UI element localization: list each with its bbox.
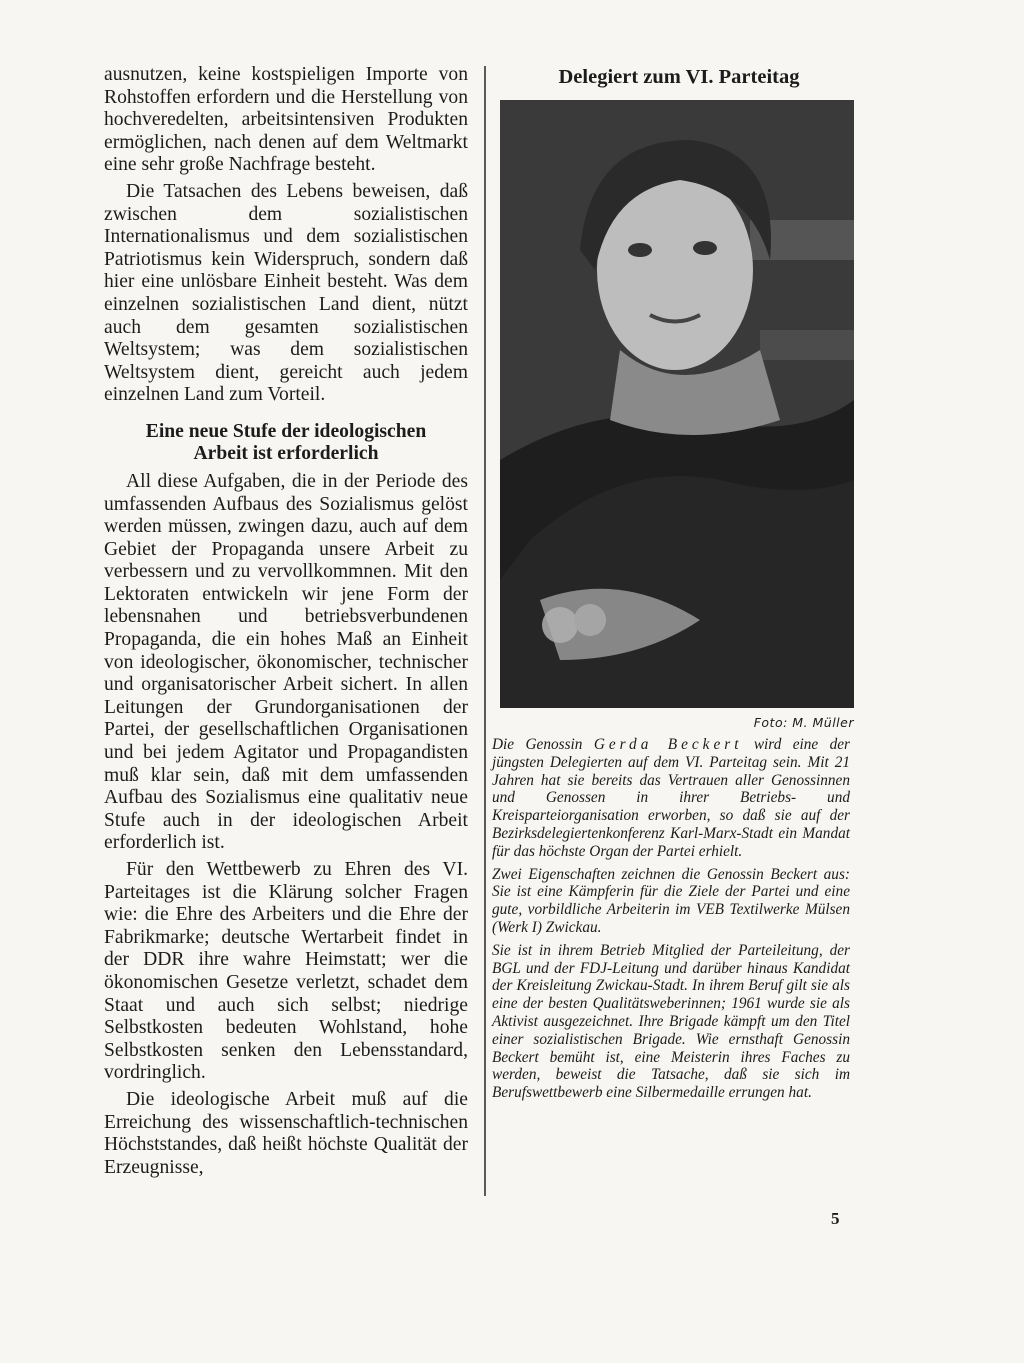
- photo-credit: Foto: M. Müller: [753, 715, 854, 730]
- caption-paragraph-1: [492, 736, 850, 861]
- page-number: 5: [831, 1209, 840, 1228]
- caption-paragraph-2: Zwei Eigenschaften zeichnen die Genossin Beckert aus: Sie ist eine Kämpferin für die Ziele der Partei und eine gute, vorbildliche Arbeiterin im VEB Textilwerke Mülsen (Werk I) Zwickau.: [492, 865, 850, 936]
- caption-intro: Die Genossin: [492, 736, 583, 753]
- paragraph-3: All diese Aufgaben, die in der Periode des umfassenden Aufbaus des Sozialismus gelöst werden müssen, zwingen dazu, auch auf dem Gebiet der Propaganda unsere Arbeit zu verbessern und zu vervollkommnen. Mit den Lektoraten entwickeln wir jene Form der lebensnahen und betriebsverbundenen Propaganda, die ein hohes Maß an Einheit von ideologischer, ökonomischer, technischer und organisatorischer Arbeit sichert. In allen Leitungen der Grundorganisationen der Partei, der gesellschaftlichen Organisationen und bei jedem Agitator und Propagandisten muß klar sein, daß mit dem umfassenden Aufbau des Sozialismus eine qualitativ neue Stufe auch in der ideologischen Arbeit erforderlich ist.: [104, 470, 468, 854]
- caption-name: Gerda Beckert: [593, 736, 743, 753]
- column-divider: [484, 66, 486, 1196]
- portrait-photo: [500, 100, 854, 708]
- left-column: [104, 64, 468, 1179]
- paragraph-5: Die ideologische Arbeit muß auf die Erreichung des wissenschaftlich-technischen Höchststandes, daß heißt höchste Qualität der Erzeugnisse,: [104, 1088, 468, 1178]
- caption-p1-rest: wird eine der jüngsten Delegierten auf dem VI. Parteitag sein. Mit 21 Jahren hat sie bereits das Vertrauen aller Genossinnen und Genossen in ihrer Betriebs- und Kreisparteiorganisation erworben, so daß sie auf der Bezirksdelegiertenkonferenz Karl-Marx-Stadt ein Mandat für das höchste Organ der Partei erhielt.: [492, 736, 850, 860]
- photo-caption: [492, 736, 850, 1102]
- paragraph-1: ausnutzen, keine kostspieligen Importe von Rohstoffen erfordern und die Herstellung von hochveredelten, arbeitsintensiven Produkten ermöglichen, nach denen auf dem Weltmarkt eine sehr große Nachfrage besteht.: [104, 64, 468, 176]
- section-heading-line-2: Arbeit ist erforderlich: [193, 442, 379, 464]
- paragraph-2: Die Tatsachen des Lebens beweisen, daß zwischen dem sozialistischen Internationalismus und dem sozialistischen Patriotismus kein Widerspruch, sondern daß hier eine unlösbare Einheit besteht. Was dem einzelnen sozialistischen Land dient, nützt auch dem gesamten sozialistischen Weltsystem; was dem sozialistischen Weltsystem dient, gereicht auch jedem einzelnen Land zum Vorteil.: [104, 180, 468, 406]
- caption-paragraph-3: Sie ist in ihrem Betrieb Mitglied der Parteileitung, der BGL und der FDJ-Leitung und darüber hinaus Kandidat der Kreisleitung Zwickau-Stadt. In ihrem Beruf gilt sie als eine der besten Qualitätsweberinnen; 1961 wurde sie als Aktivist ausgezeichnet. Ihre Brigade kämpft um den Titel einer sozialistischen Brigade. Wie ernsthaft Genossin Beckert bemüht ist, eine Meisterin ihres Faches zu werden, beweist die Tatsache, daß sie sich im Berufswettbewerb eine Silbermedaille errungen hat.: [492, 941, 850, 1102]
- paragraph-4: Für den Wettbewerb zu Ehren des VI. Parteitages ist die Klärung solcher Fragen wie: die Ehre des Arbeiters und die Ehre der Fabrikmarke; deutsche Wertarbeit findet in der DDR ihre wahre Heimstatt; wer die ökonomischen Gesetze verletzt, schadet dem Staat und auch sich selbst; niedrige Selbstkosten bedeuten Wohlstand, hohe Selbstkosten senken den Lebensstandard, vordringlich.: [104, 859, 468, 1084]
- right-column: [492, 64, 854, 1102]
- section-heading: [104, 421, 468, 465]
- photo-title: Delegiert zum VI. Parteitag: [558, 66, 800, 88]
- portrait-illustration: [500, 100, 854, 708]
- section-heading-line-1: Eine neue Stufe der ideologischen: [145, 420, 427, 442]
